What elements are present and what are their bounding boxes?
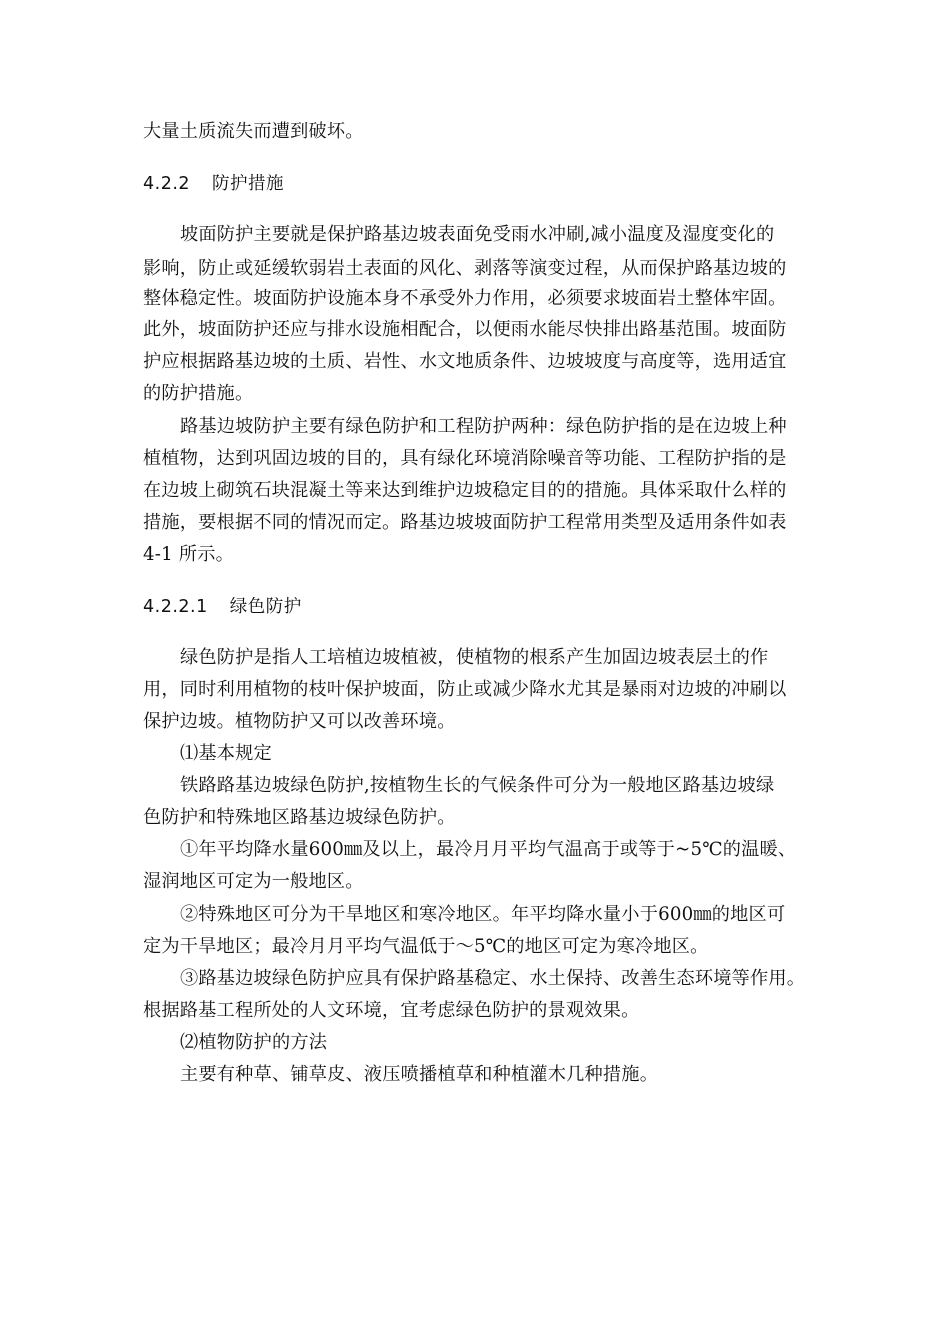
paragraph-line: ①年平均降水量600㎜及以上，最冷月月平均气温高于或等于~5℃的温暖、 [180, 839, 797, 860]
paragraph-line: 路基边坡防护主要有绿色防护和工程防护两种：绿色防护指的是在边坡上种 [180, 416, 787, 437]
paragraph-line: 保护边坡。植物防护又可以改善环境。 [143, 711, 456, 732]
paragraph-line: 护应根据路基边坡的土质、岩性、水文地质条件、边坡坡度与高度等，选用适宜 [143, 351, 787, 372]
paragraph-line: 影响，防止或延缓软弱岩土表面的风化、剥落等演变过程，从而保护路基边坡的 [143, 258, 787, 279]
paragraph-line: 绿色防护是指人工培植边坡植被，使植物的根系产生加固边坡表层土的作 [180, 647, 769, 668]
paragraph-line: ⑵植物防护的方法 [180, 1032, 328, 1053]
paragraph-line: ⑴基本规定 [180, 743, 272, 764]
paragraph-line: 用，同时利用植物的枝叶保护坡面，防止或减少降水尤其是暴雨对边坡的冲刷以 [143, 679, 787, 700]
paragraph-line: 主要有种草、铺草皮、液压喷播植草和种植灌木几种措施。 [180, 1064, 659, 1085]
section-number: 4.2.2.1 [143, 597, 208, 617]
paragraph-line: 铁路路基边坡绿色防护,按植物生长的气候条件可分为一般地区路基边坡绿 [180, 775, 775, 796]
paragraph-line: ③路基边坡绿色防护应具有保护路基稳定、水土保持、改善生态环境等作用。 [180, 968, 806, 989]
paragraph-line: 大量土质流失而遭到破坏。 [143, 121, 364, 142]
paragraph-line: 植植物，达到巩固边坡的目的，具有绿化环境消除噪音等功能、工程防护指的是 [143, 448, 787, 469]
paragraph-line: 根据路基工程所处的人文环境，宜考虑绿色防护的景观效果。 [143, 1000, 640, 1021]
section-title: 防护措施 [212, 174, 285, 194]
paragraph-line: 色防护和特殊地区路基边坡绿色防护。 [143, 807, 456, 828]
section-heading-4-2-2 [143, 171, 823, 197]
section-number: 4.2.2 [143, 174, 191, 194]
section-heading-4-2-2-1 [143, 594, 823, 620]
paragraph-line: 措施，要根据不同的情况而定。路基边坡坡面防护工程常用类型及适用条件如表 [143, 512, 787, 533]
paragraph-line: 4-1 所示。 [143, 544, 235, 565]
paragraph-line: 湿润地区可定为一般地区。 [143, 871, 364, 892]
paragraph-line: 定为干旱地区；最冷月月平均气温低于～5℃的地区可定为寒冷地区。 [143, 936, 709, 957]
paragraph-line: 坡面防护主要就是保护路基边坡表面免受雨水冲刷,减小温度及湿度变化的 [180, 224, 775, 245]
paragraph-line: 的防护措施。 [143, 383, 254, 404]
section-title: 绿色防护 [229, 597, 302, 617]
paragraph-line: 在边坡上砌筑石块混凝土等来达到维护边坡稳定目的的措施。具体采取什么样的 [143, 480, 787, 501]
paragraph-line: ②特殊地区可分为干旱地区和寒冷地区。年平均降水量小于600㎜的地区可 [180, 904, 786, 925]
paragraph-line: 整体稳定性。坡面防护设施本身不承受外力作用，必须要求坡面岩土整体牢固。 [143, 288, 787, 309]
paragraph-line: 此外，坡面防护还应与排水设施相配合，以便雨水能尽快排出路基范围。坡面防 [143, 319, 787, 340]
